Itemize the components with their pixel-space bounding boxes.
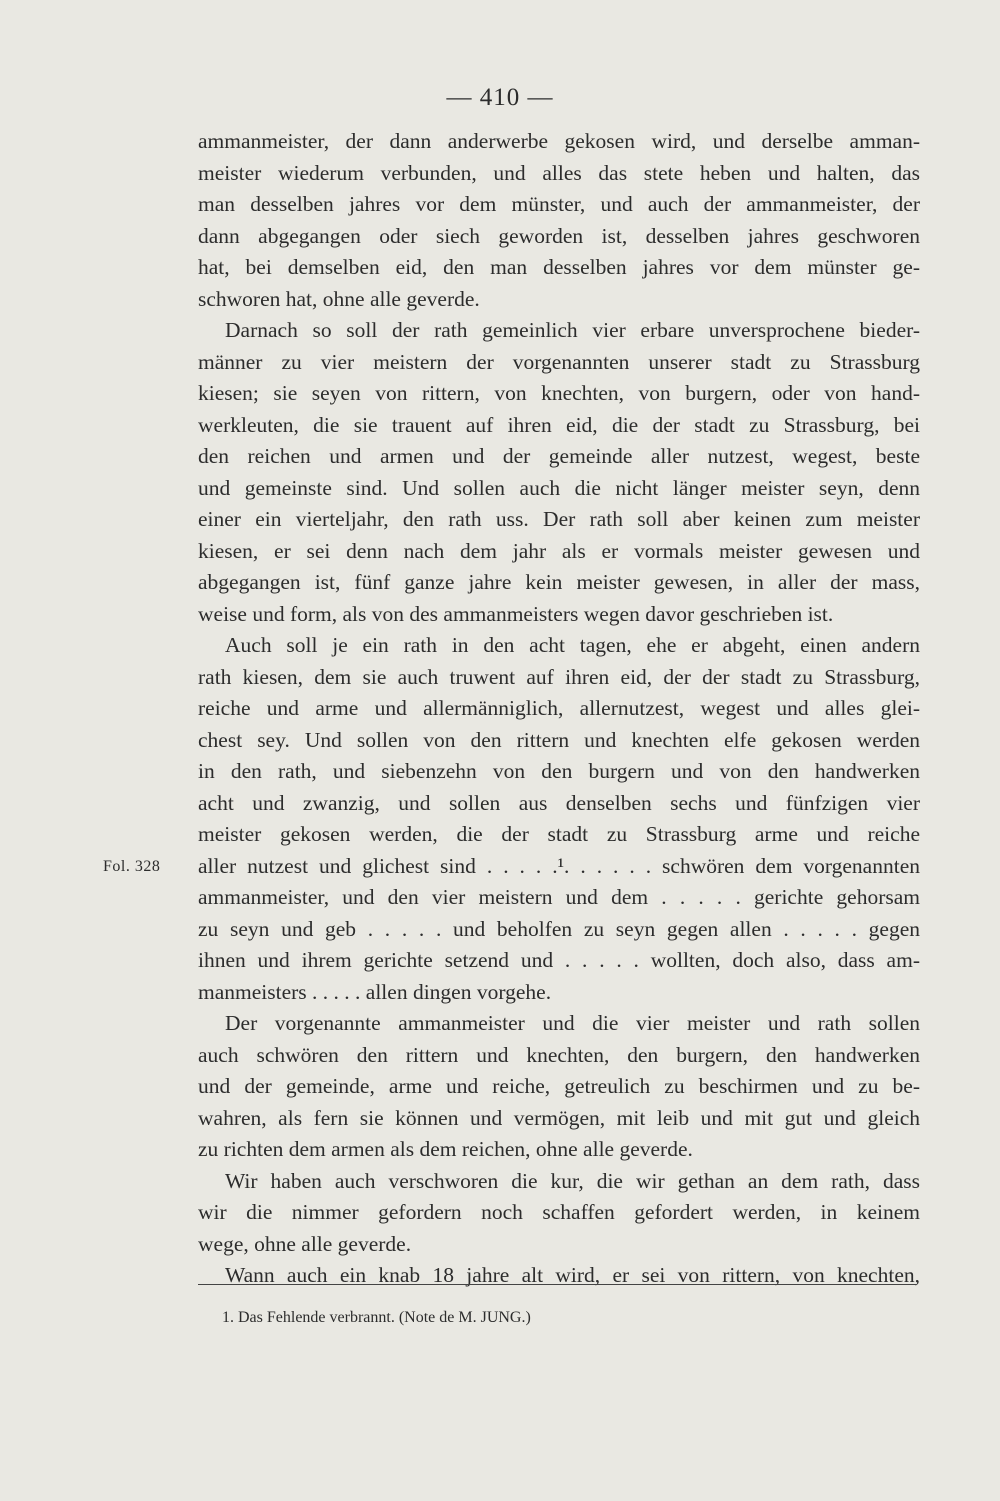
text-line: auch schwören den rittern und knechten, den burgern, den handwerken (198, 1042, 920, 1067)
text-line: manmeisters . . . . . allen dingen vorgehe. (198, 979, 552, 1004)
text-line: Der vorgenannte ammanmeister und die vier meister und rath sollen (225, 1011, 920, 1035)
text-line: meister wiederum verbunden, und alles das stete heben und halten, das (198, 160, 920, 185)
text-line: männer zu vier meistern der vorgenannten unserer stadt zu Strassburg (198, 349, 920, 374)
text-line: und gemeinste sind. Und sollen auch die nicht länger meister seyn, denn (198, 475, 920, 500)
text-line: Auch soll je ein rath in den acht tagen, ehe er abgeht, einen andern (225, 633, 920, 657)
text-line: kiesen; sie seyen von rittern, von knechten, von burgern, oder von hand- (198, 381, 920, 405)
text-line: schworen hat, ohne alle geverde. (198, 286, 480, 311)
footnote-rule (198, 1284, 916, 1285)
footnote: 1. Das Fehlende verbrannt. (Note de M. JUNG.) (222, 1309, 531, 1326)
text-line: wege, ohne alle geverde. (198, 1231, 412, 1256)
text-line: ammanmeister, der dann anderwerbe gekosen wird, und derselbe amman- (198, 129, 920, 153)
text-line: Wir haben auch verschworen die kur, die wir gethan an dem rath, dass (225, 1168, 920, 1193)
text-line: wahren, als fern sie können und vermögen, mit leib und mit gut und gleich (198, 1105, 920, 1130)
text-line: hat, bei demselben eid, den man desselben jahres vor dem münster ge- (198, 255, 920, 279)
text-line: in den rath, und siebenzehn von den burgern und von den handwerken (198, 759, 920, 783)
text-line: chest sey. Und sollen von den rittern und knechten elfe gekosen werden (198, 727, 920, 752)
text-line: wir die nimmer gefordern noch schaffen gefordert werden, in keinem (198, 1200, 920, 1224)
text-line: meister gekosen werden, die der stadt zu Strassburg arme und reiche (198, 822, 920, 846)
text-line: Darnach so soll der rath gemeinlich vier erbare unversprochene bieder- (225, 318, 920, 342)
text-line: einer ein vierteljahr, den rath uss. Der rath soll aber keinen zum meister (198, 507, 920, 531)
text-line: acht und zwanzig, und sollen aus denselben sechs und fünfzigen vier (198, 790, 920, 815)
text-line: den reichen und armen und der gemeinde aller nutzest, wegest, beste (198, 444, 920, 468)
text-line: weise und form, als von des ammanmeisters wegen davor geschrieben ist. (198, 601, 834, 626)
text-line: ihnen und ihrem gerichte setzend und . . . . . wollten, doch also, dass am- (198, 948, 920, 972)
text-line: man desselben jahres vor dem münster, und auch der ammanmeister, der (198, 192, 920, 216)
text-line: zu seyn und geb . . . . . und beholfen zu seyn gegen allen . . . . . gegen (198, 916, 920, 941)
margin-note-folio: Fol. 328 (103, 857, 161, 875)
text-line: ammanmeister, und den vier meistern und dem . . . . . gerichte gehorsam (198, 885, 920, 909)
text-line: kiesen, er sei denn nach dem jahr als er vormals meister gewesen und (198, 538, 920, 563)
text-line: aller nutzest und glichest sind . . . . .¹. . . . . . schwören dem vorgenannten (198, 853, 920, 878)
page-number: — 410 — (446, 84, 554, 111)
text-line: und der gemeinde, arme und reiche, getreulich zu beschirmen und zu be- (198, 1074, 920, 1098)
text-line: abgegangen ist, fünf ganze jahre kein meister gewesen, in aller der mass, (198, 570, 920, 594)
text-line: Wann auch ein knab 18 jahre alt wird, er sei von rittern, von knechten, (225, 1263, 920, 1287)
body-text (198, 126, 920, 1292)
text-line: rath kiesen, dem sie auch truwent auf ihren eid, der der stadt zu Strassburg, (198, 664, 920, 689)
text-line: zu richten dem armen als dem reichen, ohne alle geverde. (198, 1137, 693, 1161)
text-line: reiche und arme und allermänniglich, allernutzest, wegest und alles glei- (198, 696, 920, 720)
text-line: werkleuten, die sie trauent auf ihren eid, die der stadt zu Strassburg, bei (198, 412, 920, 437)
text-line: dann abgegangen oder siech geworden ist, desselben jahres geschworen (198, 223, 920, 248)
